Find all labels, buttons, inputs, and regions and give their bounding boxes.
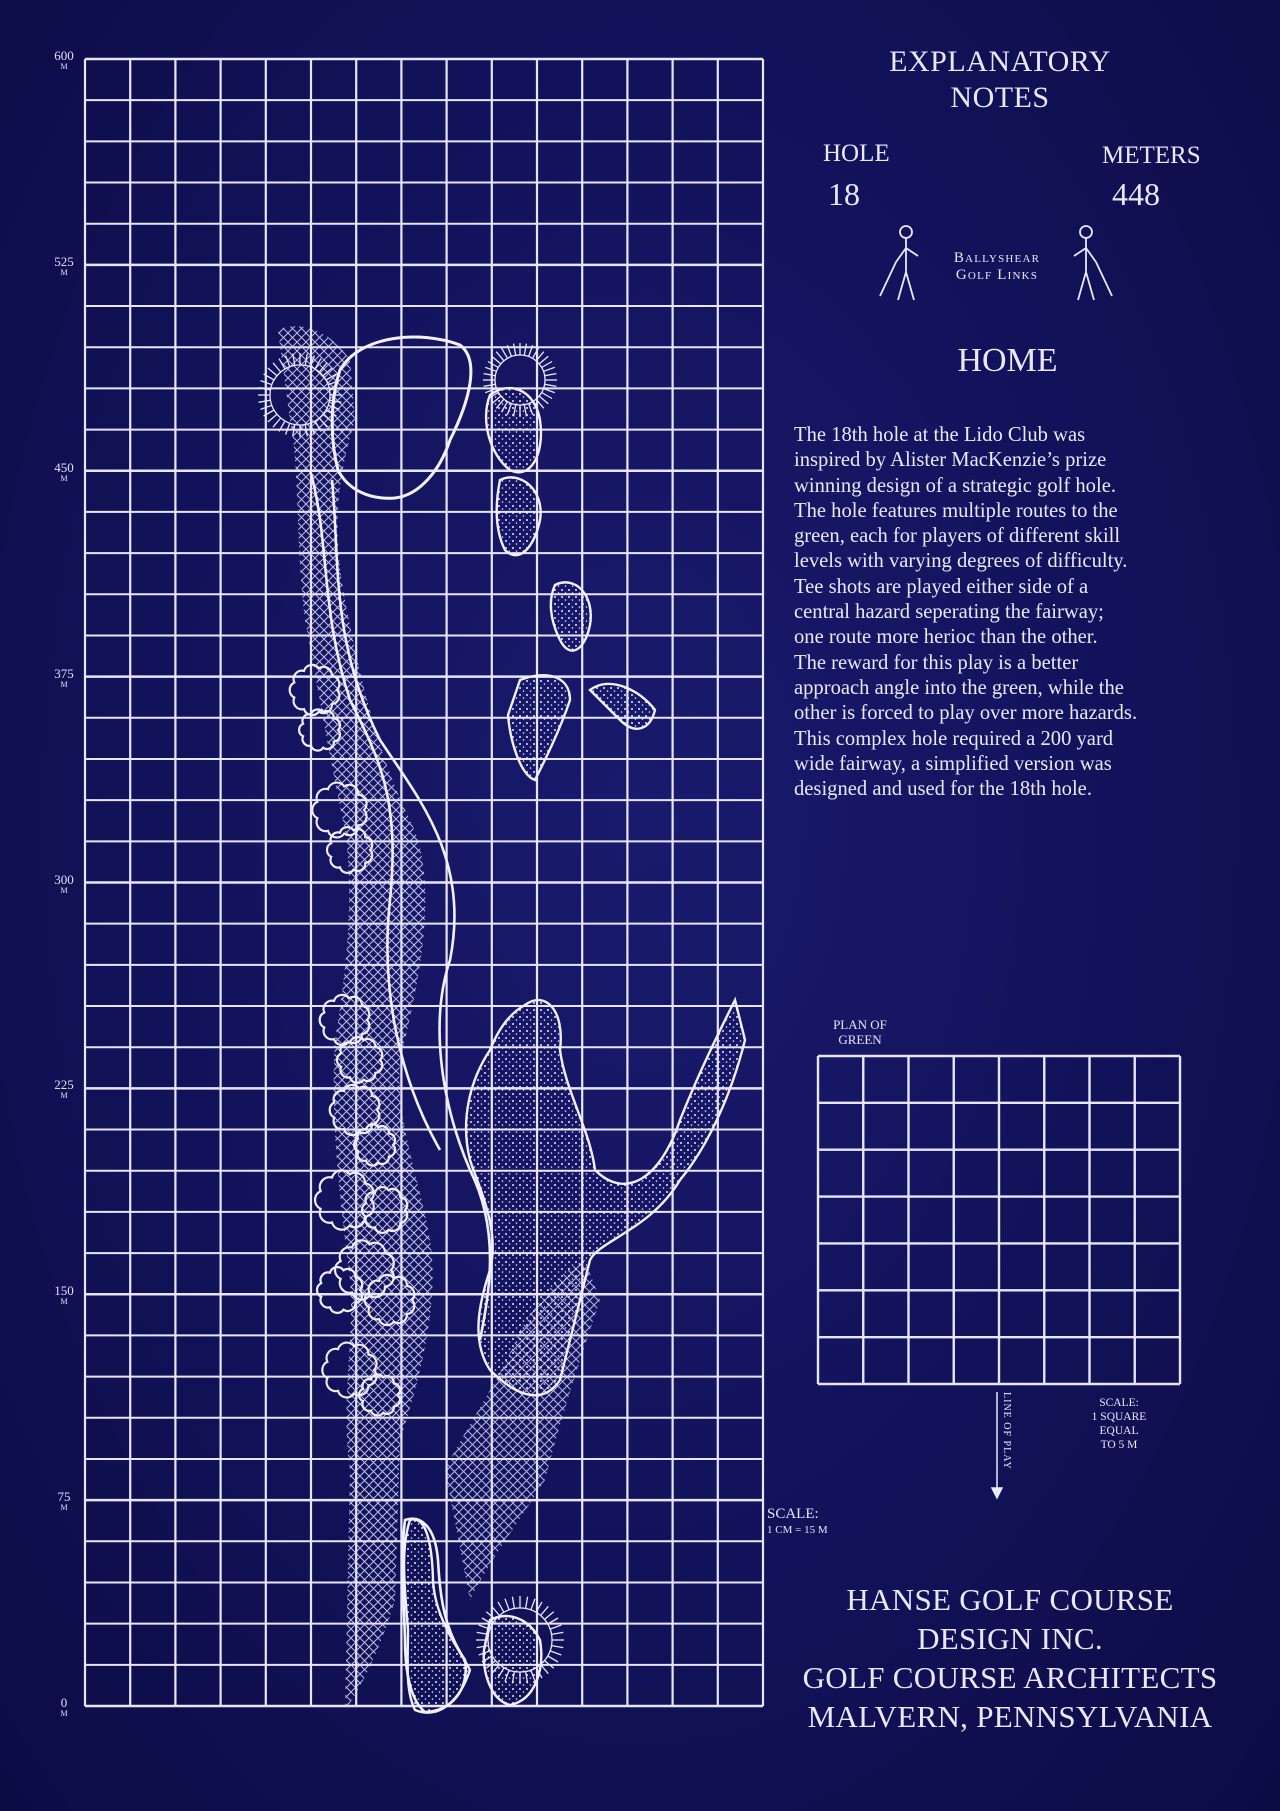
y-axis-tick [44, 873, 84, 895]
y-axis-tick-unit: M [60, 1091, 68, 1101]
description-line: central hazard seperating the fairway; [794, 601, 1104, 624]
grass-tuft-spike [505, 1599, 509, 1610]
map-scale-line2: 1 CM = 15 M [767, 1524, 828, 1536]
notes-title-line1: EXPLANATORY [889, 45, 1111, 78]
description-line: other is forced to play over more hazards. [794, 702, 1138, 725]
green-scale-line: SCALE: [1099, 1397, 1139, 1409]
grass-tuft-spike [541, 1606, 549, 1615]
description-line: The 18th hole at the Lido Club was [794, 424, 1086, 446]
y-axis-tick [44, 49, 84, 71]
green-plan-scale [1064, 1396, 1174, 1452]
grass-tuft-spike [544, 367, 555, 371]
y-axis-tick-value: 225 [54, 1077, 74, 1093]
meters-value: 448 [1112, 176, 1160, 212]
green-plan-label [812, 1017, 908, 1047]
grass-tuft-spike [552, 1646, 564, 1648]
grass-tuft-spike [552, 1632, 564, 1634]
y-axis-tick-unit: M [60, 1503, 68, 1513]
y-axis-tick-unit: M [60, 62, 68, 71]
description-line: wide fairway, a simplified version was [794, 752, 1112, 775]
notes-title [860, 44, 1140, 116]
grass-tuft-spike [539, 356, 548, 364]
grass-tuft-spike [273, 363, 281, 372]
y-axis-tick-value: 450 [54, 459, 74, 475]
grass-tuft-spike [496, 352, 504, 361]
grass-tuft-spike [545, 374, 557, 376]
y-axis-tick-unit: M [60, 1709, 68, 1718]
grass-tuft-spike [259, 400, 271, 402]
grass-tuft-spike [484, 374, 496, 376]
y-axis-tick [44, 1078, 84, 1100]
map-scale-line1: SCALE: [767, 1506, 819, 1522]
description-line: Tee shots are played either side of a [794, 575, 1089, 598]
y-axis-tick [44, 255, 84, 277]
footer-line4: MALVERN, PENNSYLVANIA [807, 1699, 1213, 1734]
description-line: The hole features multiple routes to the [794, 499, 1118, 522]
green-plan-grid [818, 1056, 1180, 1384]
y-axis-tick-unit: M [60, 267, 68, 277]
meters-label: METERS [1102, 142, 1201, 169]
y-axis-tick-value: 525 [54, 253, 74, 269]
grass-tuft-spike [542, 393, 552, 399]
grass-tuft-spike [488, 362, 498, 368]
description-line: levels with varying degrees of difficulty. [794, 550, 1128, 573]
architect-credit [760, 1580, 1260, 1736]
grass-tuft-spike [502, 348, 508, 358]
grass-tuft-spike [541, 1665, 549, 1674]
grass-tuft-spike [550, 1651, 561, 1655]
y-axis-tick [44, 1284, 84, 1306]
grass-tuft-spike [268, 414, 277, 422]
grass-tuft-spike [524, 344, 526, 356]
y-axis-tick-value: 150 [54, 1283, 74, 1299]
green-scale-line: TO 5 M [1100, 1439, 1138, 1451]
grass-tuft-spike [542, 362, 552, 368]
y-axis-tick-unit: M [60, 1297, 68, 1307]
grass-tuft-spike [273, 418, 281, 427]
hole-value: 18 [828, 176, 860, 212]
description-line: one route more herioc than the other. [794, 626, 1098, 649]
grass-tuft-spike [548, 1656, 558, 1662]
y-axis-tick [44, 1696, 84, 1718]
grass-tuft-spike [545, 384, 557, 386]
green-scale-line: 1 SQUARE [1091, 1411, 1147, 1423]
grass-tuft-spike [545, 1612, 554, 1620]
logo-line2: Golf Links [955, 267, 1039, 283]
y-axis-tick-unit: M [60, 885, 68, 895]
footer-line3: GOLF COURSE ARCHITECTS [802, 1660, 1218, 1695]
description-line: approach angle into the green, while the [794, 676, 1124, 699]
notes-title-line2: NOTES [950, 81, 1050, 114]
grass-tuft-spike [484, 384, 496, 386]
grass-tuft-spike [526, 1597, 528, 1609]
description-line: This complex hole required a 200 yard [794, 727, 1114, 750]
grass-tuft-spike [268, 368, 277, 376]
description-line: inspired by Alister MacKenzie’s prize [794, 449, 1107, 472]
y-axis-tick-unit: M [60, 473, 68, 483]
green-plan-label-line2: GREEN [838, 1032, 882, 1047]
grass-tuft-spike [514, 344, 516, 356]
y-axis-tick [44, 667, 84, 689]
y-axis-tick-value: 300 [54, 871, 74, 887]
description-line: The reward for this play is a better [794, 651, 1079, 674]
grass-tuft-spike [539, 396, 548, 404]
y-axis-tick-value: 600 [54, 48, 74, 63]
grass-tuft-spike [498, 1602, 504, 1612]
grass-tuft-spike [492, 356, 501, 364]
map-scale [767, 1506, 828, 1538]
y-axis-tick-value: 75 [57, 1489, 71, 1505]
hole-label: HOLE [823, 140, 890, 167]
description-line: designed and used for the 18th hole. [794, 778, 1092, 801]
logo-line1: Ballyshear [953, 250, 1041, 266]
hole-description [794, 423, 1234, 802]
y-axis-tick-value: 0 [60, 1695, 68, 1710]
green-plan-label-line1: PLAN OF [833, 1017, 887, 1032]
grass-tuft-spike [512, 1597, 514, 1609]
y-axis-tick [44, 1490, 84, 1512]
line-of-play-label: LINE OF PLAY [1001, 1392, 1012, 1470]
grass-tuft-spike [550, 1625, 561, 1629]
y-axis-tick-unit: M [60, 679, 68, 689]
hole-name: HOME [957, 342, 1058, 379]
description-line: green, each for players of different skill [794, 525, 1121, 548]
y-axis-tick-value: 375 [54, 665, 74, 681]
club-logo [930, 250, 1064, 284]
grass-tuft-spike [531, 1599, 535, 1610]
description-line: winning design of a strategic golf hole. [794, 474, 1116, 497]
y-axis-tick [44, 461, 84, 483]
footer-line2: DESIGN INC. [917, 1621, 1103, 1656]
green-scale-line: EQUAL [1099, 1425, 1139, 1437]
footer-line1: HANSE GOLF COURSE [846, 1582, 1174, 1617]
